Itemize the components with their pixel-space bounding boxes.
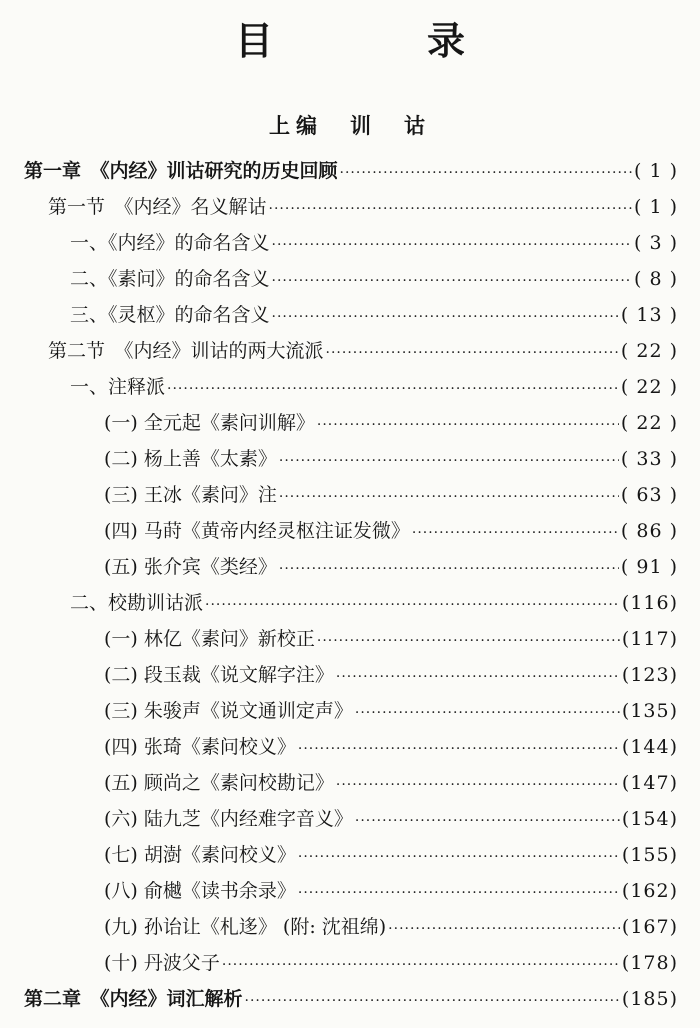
dot-leader	[222, 948, 620, 982]
dot-leader	[245, 984, 620, 1018]
toc-entry-page: ( 63 )	[620, 484, 678, 506]
dot-leader	[298, 732, 620, 766]
toc-entry-page: (144)	[621, 736, 678, 758]
toc-entry-label: (一) 全元起《素问训解》	[104, 412, 315, 434]
toc-entry-label: 三、《灵枢》的命名含义	[70, 304, 270, 326]
toc-entry-label: (四) 张琦《素问校义》	[104, 736, 296, 758]
dot-leader	[269, 192, 632, 226]
dot-leader	[298, 876, 620, 910]
toc-entry[interactable]	[104, 514, 678, 548]
toc-entry-label: (五) 顾尚之《素问校勘记》	[104, 772, 334, 794]
dot-leader	[326, 336, 619, 370]
dot-leader	[355, 804, 620, 838]
toc-entry-label: (三) 王冰《素问》注	[104, 484, 277, 506]
toc-entry-label: (三) 朱骏声《说文通训定声》	[104, 700, 353, 722]
toc-entry[interactable]	[104, 946, 678, 980]
toc-entry-page: (178)	[621, 952, 678, 974]
toc-entry[interactable]	[70, 586, 678, 620]
dot-leader	[167, 372, 619, 406]
toc-entry-page: ( 3 )	[634, 232, 678, 254]
toc-entry-label: (五) 张介宾《类经》	[104, 556, 277, 578]
toc-entry-section-2[interactable]	[48, 334, 678, 368]
toc-entry[interactable]	[104, 442, 678, 476]
toc-entry-label: (七) 胡澍《素问校义》	[104, 844, 296, 866]
toc-entry-page: (147)	[621, 772, 678, 794]
dot-leader	[279, 552, 619, 586]
toc-entry-label: (六) 陆九芝《内经难字音义》	[104, 808, 353, 830]
dot-leader	[272, 264, 632, 298]
toc-entry-page: (167)	[621, 916, 678, 938]
toc-entry[interactable]	[104, 802, 678, 836]
toc-entry-label: 第一章 《内经》训诂研究的历史回顾	[24, 160, 338, 182]
toc-entry-label: (二) 段玉裁《说文解字注》	[104, 664, 334, 686]
toc-entry-label: (十) 丹波父子	[104, 952, 220, 974]
toc-entry[interactable]	[70, 226, 678, 260]
toc-entry-page: ( 33 )	[620, 448, 678, 470]
toc-entry[interactable]	[104, 406, 678, 440]
dot-leader	[340, 156, 632, 190]
dot-leader	[412, 516, 619, 550]
toc-entry-label: 二、《素问》的命名含义	[70, 268, 270, 290]
toc-entry-page: (135)	[621, 700, 678, 722]
toc-entry-page: ( 13 )	[620, 304, 678, 326]
toc-entry[interactable]	[104, 874, 678, 908]
toc-entry-page: ( 22 )	[620, 376, 678, 398]
toc-entry-label: (八) 俞樾《读书余录》	[104, 880, 296, 902]
dot-leader	[279, 480, 619, 514]
toc-entry-label: (九) 孙诒让《札迻》 (附: 沈祖绵)	[104, 916, 387, 938]
dot-leader	[317, 408, 619, 442]
toc-entry[interactable]	[104, 730, 678, 764]
toc-entry-page: (154)	[621, 808, 678, 830]
toc-entry[interactable]	[104, 658, 678, 692]
toc-entry-page: ( 1 )	[634, 196, 678, 218]
toc-entry-page: ( 86 )	[620, 520, 678, 542]
toc-entry-label: 第一节 《内经》名义解诂	[48, 196, 267, 218]
toc-entry-label: 一、注释派	[70, 376, 166, 398]
toc-entry-page: (162)	[621, 880, 678, 902]
toc-entry-page: ( 8 )	[634, 268, 678, 290]
toc-entry[interactable]	[70, 370, 678, 404]
toc-entry-label: 第二节 《内经》训诂的两大流派	[48, 340, 324, 362]
toc-entry[interactable]	[104, 910, 678, 944]
toc-entry-page: (155)	[621, 844, 678, 866]
toc-entry-chapter-2[interactable]	[24, 982, 678, 1016]
toc-entry-label: 第二章 《内经》词汇解析	[24, 988, 243, 1010]
dot-leader	[336, 660, 620, 694]
toc-entry-page: ( 1 )	[634, 160, 678, 182]
dot-leader	[205, 588, 620, 622]
toc-entry-page: (117)	[621, 628, 678, 650]
toc-entry-label: (二) 杨上善《太素》	[104, 448, 277, 470]
toc-entry[interactable]	[104, 622, 678, 656]
toc-entry-section-1[interactable]	[48, 190, 678, 224]
toc-entry-page: (185)	[621, 988, 678, 1010]
toc-entry[interactable]	[104, 694, 678, 728]
toc-entry[interactable]	[70, 262, 678, 296]
toc-entry[interactable]	[70, 298, 678, 332]
toc-entry[interactable]	[104, 550, 678, 584]
dot-leader	[317, 624, 620, 658]
page-title: 目 录	[234, 19, 523, 63]
dot-leader	[272, 228, 632, 262]
dot-leader	[279, 444, 619, 478]
toc-entry[interactable]	[104, 766, 678, 800]
toc-entry-label: 二、校勘训诂派	[70, 592, 204, 614]
toc-entry-page: (123)	[621, 664, 678, 686]
toc-entry-label: (一) 林亿《素问》新校正	[104, 628, 315, 650]
dot-leader	[355, 696, 620, 730]
dot-leader	[336, 768, 620, 802]
toc-entry-page: ( 91 )	[620, 556, 678, 578]
toc-entry-page: (116)	[621, 592, 678, 614]
dot-leader	[388, 912, 620, 946]
toc-entry-label: 一、《内经》的命名含义	[70, 232, 270, 254]
part-heading: 上编 训 诂	[269, 114, 431, 138]
toc-entry-chapter-1[interactable]	[24, 154, 678, 188]
dot-leader	[298, 840, 620, 874]
toc-entry-label: (四) 马莳《黄帝内经灵枢注证发微》	[104, 520, 410, 542]
toc-entry-page: ( 22 )	[620, 412, 678, 434]
toc-entry[interactable]	[104, 838, 678, 872]
dot-leader	[272, 300, 619, 334]
toc-entry[interactable]	[104, 478, 678, 512]
toc-entry-page: ( 22 )	[620, 340, 678, 362]
